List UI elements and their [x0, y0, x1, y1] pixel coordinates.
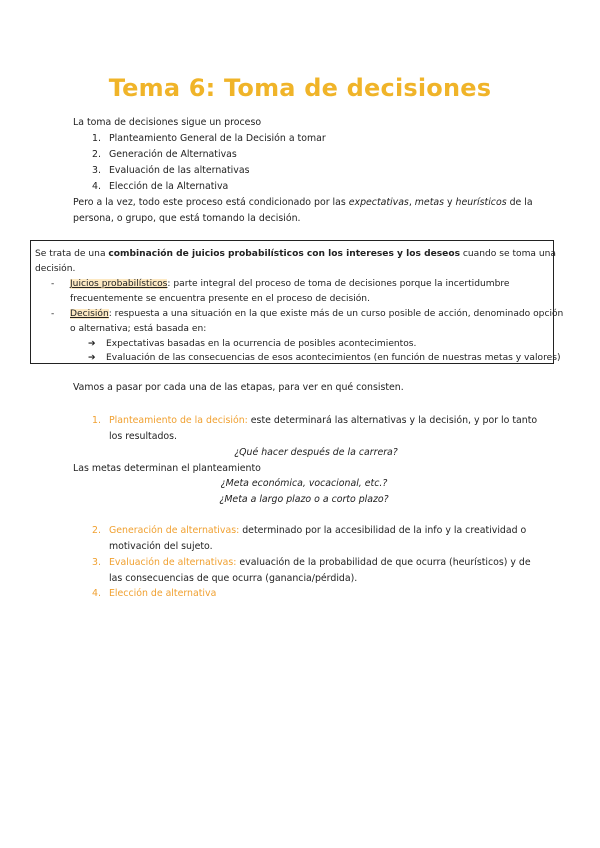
metas-text: Las metas determinan el planteamiento [73, 463, 261, 474]
bullet-dash: - [51, 309, 55, 319]
list-number: 1. [92, 133, 101, 144]
bullet-dash: - [51, 279, 55, 289]
stage3-title: Evaluación de alternativas: [109, 557, 237, 568]
stage3-number: 3. [92, 557, 101, 568]
page-title: Tema 6: Toma de decisiones [108, 74, 492, 102]
stage2-number: 2. [92, 525, 101, 536]
question-3: ¿Meta a largo plazo o a corto plazo? [219, 494, 389, 505]
box-line2: decisión. [35, 264, 76, 274]
stage4-title: Elección de alternativa [109, 588, 217, 599]
decision-line: Decisión: respuesta a una situación en la que existe más de un curso posible de acción, denominado opción [70, 309, 564, 319]
stage4-number: 4. [92, 588, 101, 599]
question-2: ¿Meta económica, vocacional, etc.? [220, 478, 388, 489]
list-item [92, 179, 101, 195]
list-item [92, 147, 101, 163]
intro-lead: La toma de decisiones sigue un proceso [73, 117, 262, 128]
arrow-right-icon: ➔ [88, 353, 96, 363]
stage2-line2: motivación del sujeto. [109, 541, 213, 552]
intro-paragraph-line2: persona, o grupo, que está tomando la decisión. [73, 213, 301, 224]
arrow-item: ➔ Expectativas basadas en la ocurrencia de posibles acontecimientos. [88, 336, 416, 352]
list-number: 3. [92, 165, 101, 176]
question-1: ¿Qué hacer después de la carrera? [234, 447, 398, 458]
list-item-text: Elección de la Alternativa [109, 181, 229, 192]
decision-line2: o alternativa; está basada en: [70, 324, 207, 334]
list-item-text: Planteamiento General de la Decisión a tomar [109, 133, 326, 144]
decision-term: Decisión [70, 309, 109, 319]
stage1-line2: los resultados. [109, 431, 178, 442]
list-number: 2. [92, 149, 101, 160]
intro-paragraph-line1: Pero a la vez, todo este proceso está condicionado por las expectativas, metas y heurísticos de la [73, 197, 533, 208]
juicios-term: Juicios probabilísticos [70, 279, 168, 289]
box-line1: Se trata de una combinación de juicios probabilísticos con los intereses y los deseos cuando se toma una [35, 249, 556, 259]
list-item-text: Generación de Alternativas [109, 149, 237, 160]
stage1-number: 1. [92, 415, 101, 426]
stage2-title: Generación de alternativas: [109, 525, 240, 536]
arrow-right-icon: ➔ [88, 339, 96, 349]
stage1-title: Planteamiento de la decisión: [109, 415, 248, 426]
juicios-line: Juicios probabilísticos: parte integral del proceso de toma de decisiones porque la incertidumbre [70, 279, 510, 289]
list-item-text: Evaluación de las alternativas [109, 165, 250, 176]
juicios-line2: frecuentemente se encuentra presente en el proceso de decisión. [70, 294, 370, 304]
list-item [92, 163, 101, 179]
arrow-item: ➔ Evaluación de las consecuencias de esos acontecimientos (en función de nuestras metas y valores) [88, 350, 561, 366]
stage3-line2: las consecuencias de que ocurra (ganancia/pérdida). [109, 573, 358, 584]
stage2-line: Generación de alternativas: determinado por la accesibilidad de la info y la creatividad o [109, 525, 527, 536]
vamos-text: Vamos a pasar por cada una de las etapas, para ver en qué consisten. [73, 382, 404, 393]
list-item [92, 131, 101, 147]
list-number: 4. [92, 181, 101, 192]
stage3-line: Evaluación de alternativas: evaluación de la probabilidad de que ocurra (heurísticos) y de [109, 557, 531, 568]
stage1-line: Planteamiento de la decisión: este determinará las alternativas y la decisión, y por lo tanto [109, 415, 538, 426]
